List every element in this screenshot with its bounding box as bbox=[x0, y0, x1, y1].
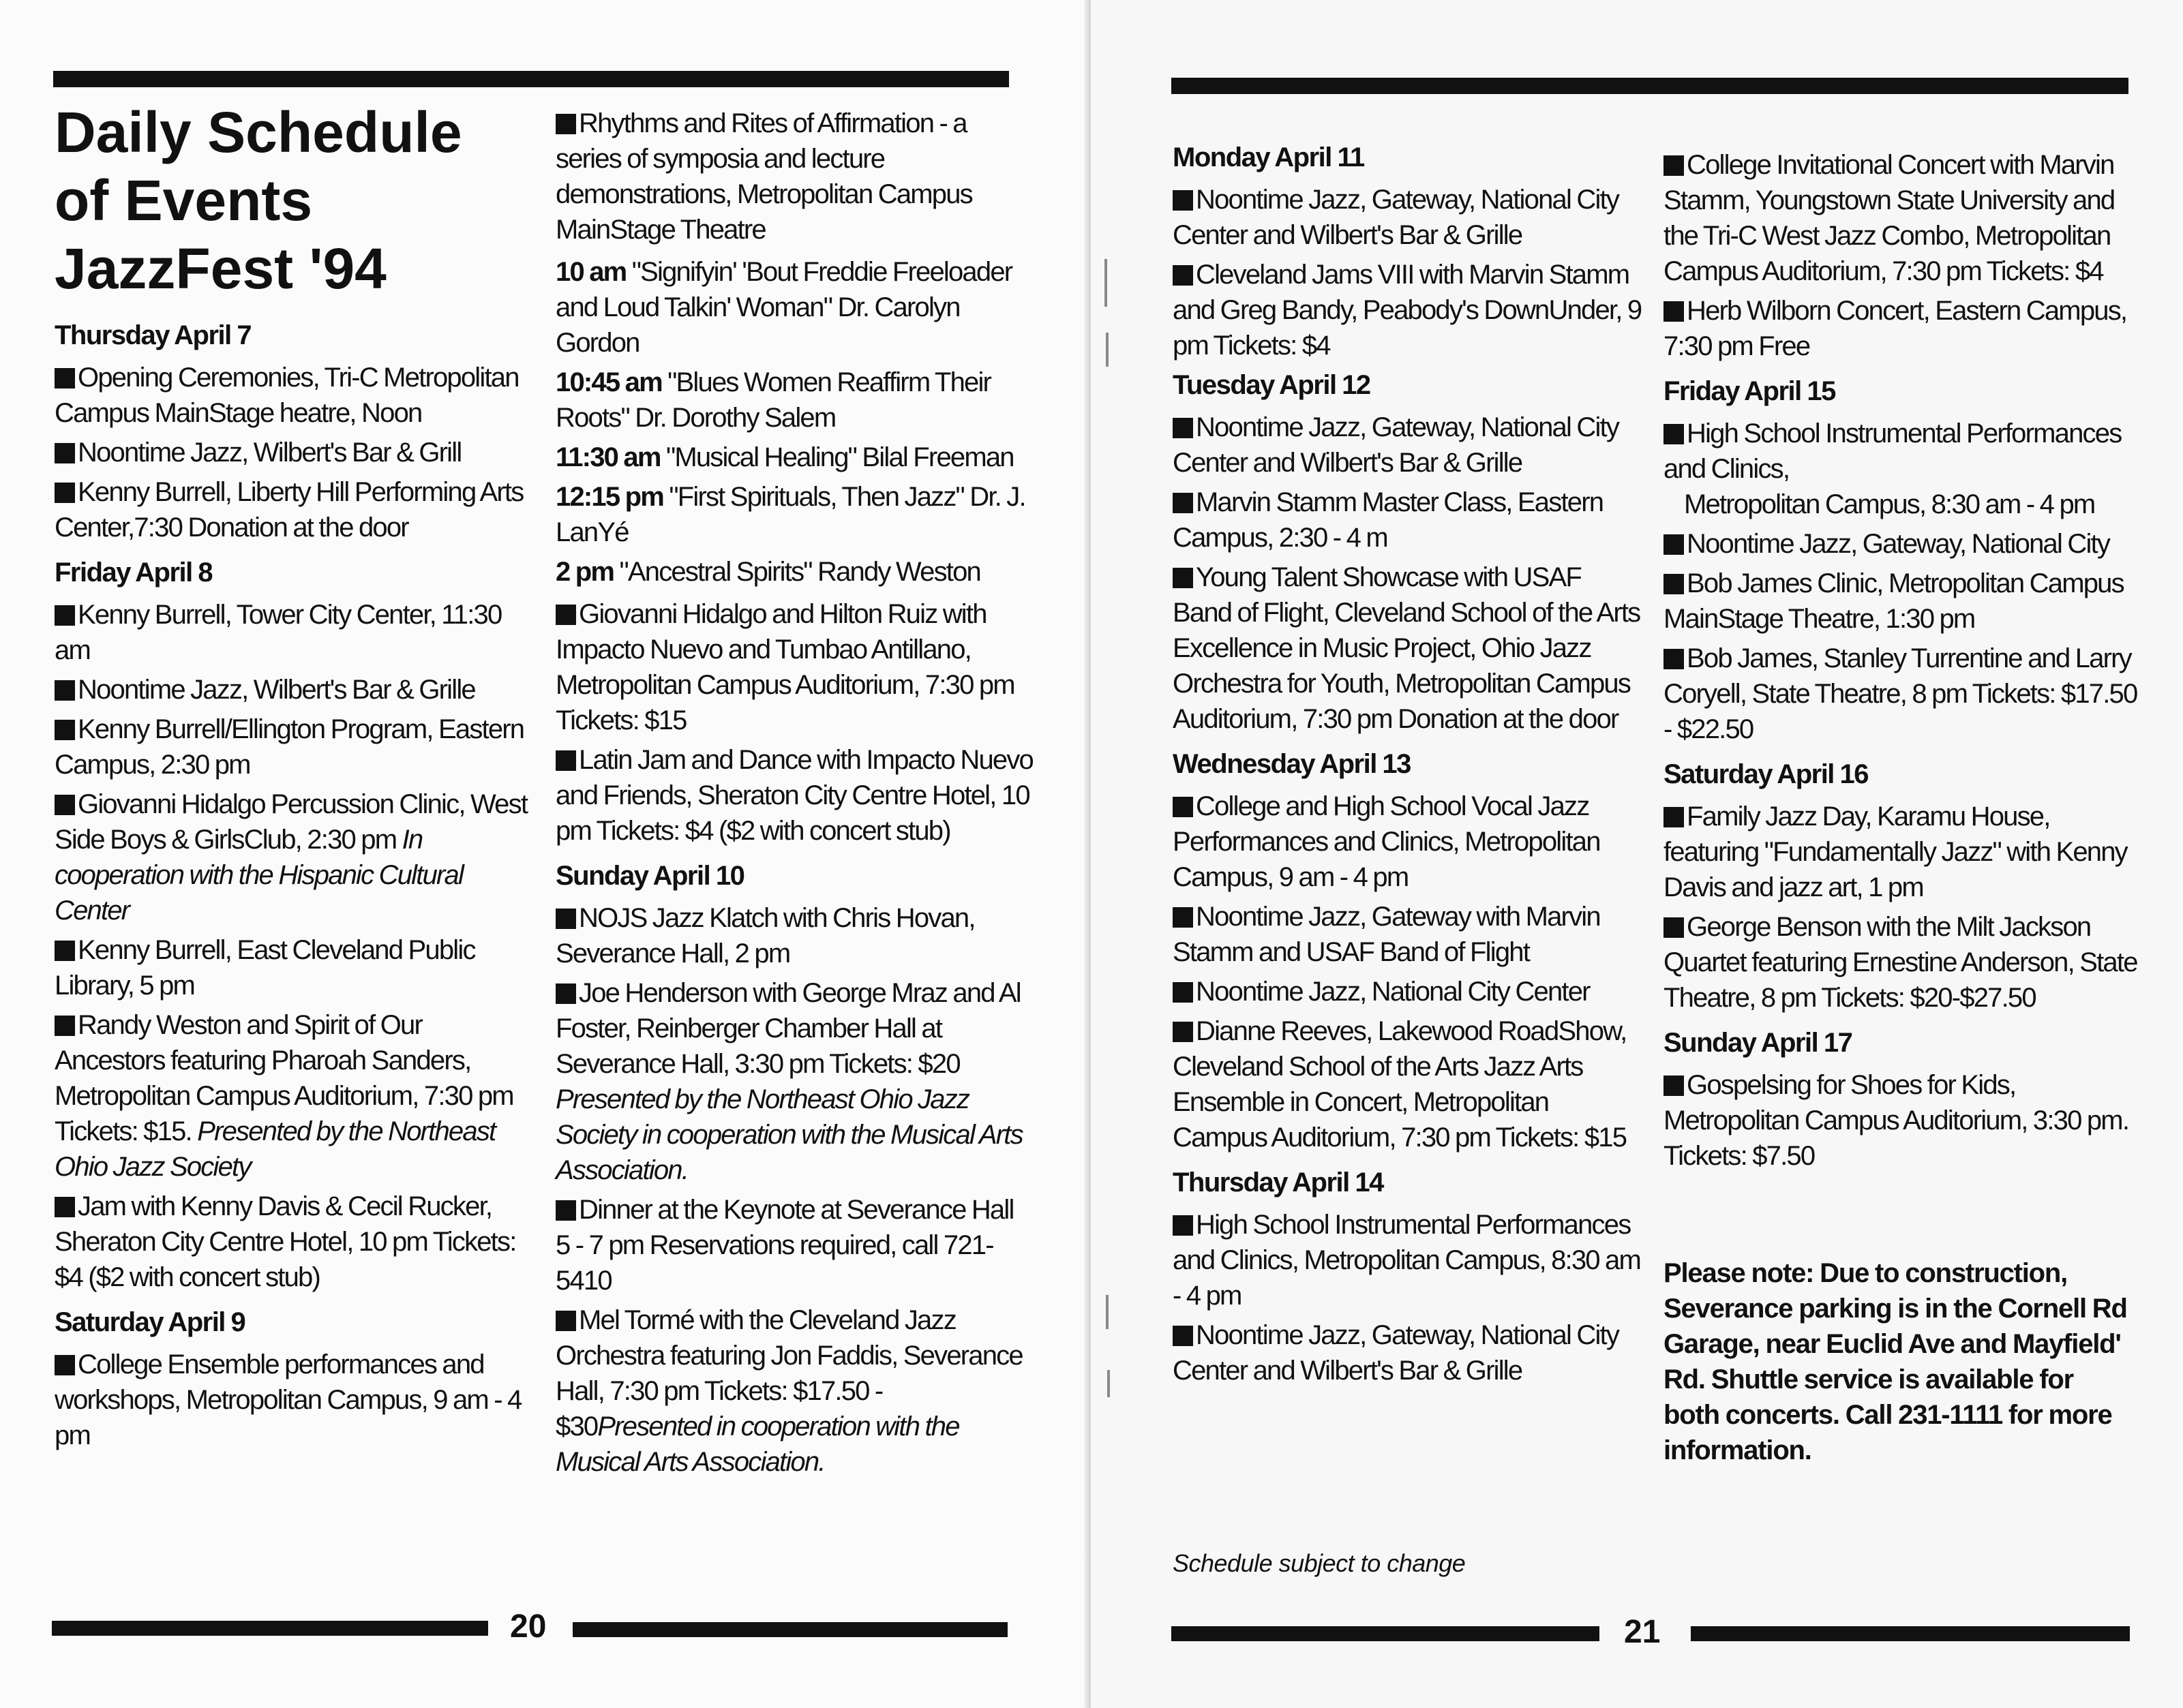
event-note: Presented by the Northeast Ohio Jazz Society in cooperation with the Musical Arts Association. bbox=[556, 1084, 1023, 1185]
square-bullet-icon bbox=[1173, 1215, 1193, 1236]
lecture-time: 10:45 am bbox=[556, 367, 662, 397]
square-bullet-icon bbox=[1173, 797, 1193, 817]
square-bullet-icon bbox=[1663, 649, 1684, 669]
square-bullet-icon bbox=[1663, 807, 1684, 827]
event-item: Joe Henderson with George Mraz and Al Foster, Reinberger Chamber Hall at Severance Hall, 3:30 pm Tickets: $20 Presented by the Northeast Ohio Jazz Society in cooperation with the Musical Arts Association. bbox=[556, 978, 1023, 1185]
event-item: Noontime Jazz, Wilbert's Bar & Grille bbox=[55, 672, 532, 707]
event-item: Mel Tormé with the Cleveland Jazz Orchestra featuring Jon Faddis, Severance Hall, 7:30 pm Tickets: $17.50 - $30Presented in cooperation with the Musical Arts Association. bbox=[556, 1305, 1023, 1477]
event-item: High School Instrumental Performances and Clinics, bbox=[1663, 418, 2122, 484]
event-item: Noontime Jazz, National City Center bbox=[1173, 974, 1643, 1009]
square-bullet-icon bbox=[1663, 574, 1684, 594]
left-footer-rule-b bbox=[573, 1622, 1008, 1637]
square-bullet-icon bbox=[55, 941, 75, 961]
lecture-item: 12:15 pm "First Spirituals, Then Jazz" Dr. J. LanYé bbox=[556, 482, 1025, 547]
left-top-rule bbox=[53, 71, 1009, 87]
square-bullet-icon bbox=[1663, 155, 1684, 176]
event-item: College Ensemble performances and workshops, Metropolitan Campus, 9 am - 4 pm bbox=[55, 1349, 522, 1450]
event-item: Bob James, Stanley Turrentine and Larry Coryell, State Theatre, 8 pm Tickets: $17.50 - $22.50 bbox=[1663, 643, 2137, 744]
day-heading-tuesday-april-12: Tuesday April 12 bbox=[1173, 370, 1370, 400]
event-item: Kenny Burrell, Liberty Hill Performing Arts Center,7:30 Donation at the door bbox=[55, 477, 524, 543]
binding-mark bbox=[1106, 1295, 1109, 1329]
title-line-3: JazzFest '94 bbox=[55, 237, 387, 301]
square-bullet-icon bbox=[556, 1200, 576, 1221]
right-column-1 bbox=[1173, 140, 1643, 1392]
square-bullet-icon bbox=[55, 605, 75, 626]
event-item: Noontime Jazz, Gateway, National City Center and Wilbert's Bar & Grille bbox=[1173, 1320, 1619, 1386]
square-bullet-icon bbox=[55, 368, 75, 388]
lecture-time: 11:30 am bbox=[556, 442, 661, 472]
left-footer-rule-a bbox=[52, 1621, 488, 1636]
square-bullet-icon bbox=[1663, 301, 1684, 322]
day-heading-monday-april-11: Monday April 11 bbox=[1173, 142, 1364, 172]
square-bullet-icon bbox=[1173, 568, 1193, 588]
right-column-2 bbox=[1663, 147, 2141, 1472]
square-bullet-icon bbox=[556, 983, 576, 1004]
event-item: Herb Wilborn Concert, Eastern Campus, 7:30 pm Free bbox=[1663, 296, 2127, 361]
square-bullet-icon bbox=[1663, 424, 1684, 444]
event-item: College Invitational Concert with Marvin Stamm, Youngstown State University and the Tri-C West Jazz Combo, Metropolitan Campus Auditorium, 7:30 pm Tickets: $4 bbox=[1663, 150, 2115, 286]
title-line-1: Daily Schedule bbox=[55, 100, 462, 164]
left-page bbox=[0, 0, 1091, 1708]
square-bullet-icon bbox=[1173, 190, 1193, 211]
page-title bbox=[55, 98, 532, 303]
event-item: NOJS Jazz Klatch with Chris Hovan, Severance Hall, 2 pm bbox=[556, 903, 975, 969]
event-item: Cleveland Jams VIII with Marvin Stamm and Greg Bandy, Peabody's DownUnder, 9 pm Tickets: $4 bbox=[1173, 260, 1642, 361]
left-column-1 bbox=[55, 98, 532, 1457]
event-item: Opening Ceremonies, Tri-C Metropolitan Campus MainStage heatre, Noon bbox=[55, 363, 519, 428]
lecture-item: 11:30 am "Musical Healing" Bilal Freeman bbox=[556, 442, 1014, 472]
event-item: Dinner at the Keynote at Severance Hall 5 - 7 pm Reservations required, call 721-5410 bbox=[556, 1195, 1014, 1296]
square-bullet-icon bbox=[55, 443, 75, 463]
right-footer-rule-a bbox=[1171, 1626, 1599, 1641]
square-bullet-icon bbox=[1173, 493, 1193, 513]
event-item: Randy Weston and Spirit of Our Ancestors featuring Pharoah Sanders, Metropolitan Campus Auditorium, 7:30 pm Tickets: $15. Presented by the Northeast Ohio Jazz Society bbox=[55, 1010, 513, 1182]
event-item: Jam with Kenny Davis & Cecil Rucker, Sheraton City Centre Hotel, 10 pm Tickets: $4 ($2 with concert stub) bbox=[55, 1191, 516, 1292]
schedule-disclaimer: Schedule subject to change bbox=[1173, 1549, 1466, 1577]
event-item: Latin Jam and Dance with Impacto Nuevo and Friends, Sheraton City Centre Hotel, 10 pm Tickets: $4 ($2 with concert stub) bbox=[556, 745, 1033, 846]
lecture-time: 10 am bbox=[556, 257, 627, 287]
event-item-continued: Metropolitan Campus, 8:30 am - 4 pm bbox=[1684, 489, 2095, 519]
day-heading-sunday-april-10: Sunday April 10 bbox=[556, 861, 744, 891]
lecture-time: 2 pm bbox=[556, 557, 614, 587]
left-column-2 bbox=[556, 106, 1033, 1484]
binding-mark bbox=[1107, 1370, 1110, 1397]
event-item: Kenny Burrell/Ellington Program, Eastern Campus, 2:30 pm bbox=[55, 714, 524, 780]
square-bullet-icon bbox=[556, 114, 576, 134]
event-item: Noontime Jazz, Wilbert's Bar & Grill bbox=[55, 435, 532, 470]
event-item: Marvin Stamm Master Class, Eastern Campus, 2:30 - 4 m bbox=[1173, 487, 1604, 553]
page-number-right: 21 bbox=[1624, 1614, 1661, 1650]
square-bullet-icon bbox=[55, 1016, 75, 1036]
square-bullet-icon bbox=[55, 1197, 75, 1217]
event-item: George Benson with the Milt Jackson Quartet featuring Ernestine Anderson, State Theatre, 8 pm Tickets: $20-$27.50 bbox=[1663, 912, 2137, 1013]
right-page bbox=[1091, 0, 2183, 1708]
square-bullet-icon bbox=[1173, 982, 1193, 1003]
square-bullet-icon bbox=[556, 909, 576, 929]
event-note: Presented by the Northeast Ohio Jazz Society bbox=[55, 1116, 496, 1182]
square-bullet-icon bbox=[556, 1311, 576, 1331]
event-item: Young Talent Showcase with USAF Band of Flight, Cleveland School of the Arts Excellence in Music Project, Ohio Jazz Orchestra for Youth, Metropolitan Campus Auditorium, 7:30 pm Donation at the door bbox=[1173, 562, 1640, 734]
lecture-item: 10:45 am "Blues Women Reaffirm Their Roots" Dr. Dorothy Salem bbox=[556, 367, 991, 433]
day-heading-thursday-april-14: Thursday April 14 bbox=[1173, 1168, 1383, 1198]
square-bullet-icon bbox=[55, 795, 75, 815]
event-item: Noontime Jazz, Gateway with Marvin Stamm and USAF Band of Flight bbox=[1173, 902, 1600, 967]
event-item: Bob James Clinic, Metropolitan Campus MainStage Theatre, 1:30 pm bbox=[1663, 568, 2124, 634]
square-bullet-icon bbox=[55, 720, 75, 740]
event-item: Rhythms and Rites of Affirmation - a series of symposia and lecture demonstrations, Metropolitan Campus MainStage Theatre bbox=[556, 108, 972, 245]
square-bullet-icon bbox=[1173, 418, 1193, 438]
lecture-time: 12:15 pm bbox=[556, 482, 664, 512]
day-heading-thursday-april-7: Thursday April 7 bbox=[55, 320, 252, 350]
day-heading-sunday-april-17: Sunday April 17 bbox=[1663, 1028, 1852, 1058]
event-item: High School Instrumental Performances and Clinics, Metropolitan Campus, 8:30 am - 4 pm bbox=[1173, 1210, 1641, 1311]
square-bullet-icon bbox=[556, 605, 576, 625]
event-item: Giovanni Hidalgo and Hilton Ruiz with Impacto Nuevo and Tumbao Antillano, Metropolitan Campus Auditorium, 7:30 pm Tickets: $15 bbox=[556, 599, 1014, 735]
event-item: Dianne Reeves, Lakewood RoadShow, Cleveland School of the Arts Jazz Arts Ensemble in Concert, Metropolitan Campus Auditorium, 7:30 pm Tickets: $15 bbox=[1173, 1016, 1627, 1153]
square-bullet-icon bbox=[1173, 907, 1193, 928]
event-item: Noontime Jazz, Gateway, National City Center and Wilbert's Bar & Grille bbox=[1173, 412, 1619, 478]
binding-mark bbox=[1106, 333, 1109, 367]
event-item: College and High School Vocal Jazz Performances and Clinics, Metropolitan Campus, 9 am - 4 pm bbox=[1173, 791, 1600, 892]
square-bullet-icon bbox=[1663, 1076, 1684, 1096]
parking-note: Please note: Due to construction, Severance parking is in the Cornell Rd Garage, near Euclid Ave and Mayfield' Rd. Shuttle service is available for both concerts. Call 231-1111 for more information. bbox=[1663, 1258, 2127, 1465]
square-bullet-icon bbox=[1173, 1326, 1193, 1346]
day-heading-wednesday-april-13: Wednesday April 13 bbox=[1173, 749, 1411, 779]
event-item: Gospelsing for Shoes for Kids, Metropolitan Campus Auditorium, 3:30 pm. Tickets: $7.50 bbox=[1663, 1070, 2129, 1171]
square-bullet-icon bbox=[556, 750, 576, 771]
event-note: Presented in cooperation with the Musical Arts Association. bbox=[556, 1412, 959, 1477]
right-footer-rule-b bbox=[1691, 1626, 2130, 1641]
day-heading-friday-april-15: Friday April 15 bbox=[1663, 376, 1835, 406]
lecture-item: 10 am "Signifyin' 'Bout Freddie Freeloader and Loud Talkin' Woman" Dr. Carolyn Gordon bbox=[556, 257, 1012, 358]
day-heading-friday-april-8: Friday April 8 bbox=[55, 558, 213, 588]
binding-mark bbox=[1104, 259, 1107, 307]
square-bullet-icon bbox=[55, 680, 75, 701]
right-top-rule bbox=[1171, 78, 2128, 94]
event-note: In cooperation with the Hispanic Cultural Center bbox=[55, 825, 464, 926]
lecture-item: 2 pm "Ancestral Spirits" Randy Weston bbox=[556, 557, 981, 587]
page-number-left: 20 bbox=[510, 1608, 547, 1645]
square-bullet-icon bbox=[1173, 1022, 1193, 1042]
event-item: Giovanni Hidalgo Percussion Clinic, West Side Boys & GirlsClub, 2:30 pm In cooperation with the Hispanic Cultural Center bbox=[55, 789, 528, 926]
square-bullet-icon bbox=[55, 1355, 75, 1375]
event-item: Kenny Burrell, East Cleveland Public Library, 5 pm bbox=[55, 935, 475, 1001]
day-heading-saturday-april-16: Saturday April 16 bbox=[1663, 759, 1869, 789]
square-bullet-icon bbox=[1173, 265, 1193, 286]
event-item: Noontime Jazz, Gateway, National City Center and Wilbert's Bar & Grille bbox=[1173, 185, 1619, 250]
title-line-2: of Events bbox=[55, 168, 313, 232]
event-item: Kenny Burrell, Tower City Center, 11:30 am bbox=[55, 600, 502, 665]
square-bullet-icon bbox=[55, 483, 75, 503]
square-bullet-icon bbox=[1663, 534, 1684, 555]
square-bullet-icon bbox=[1663, 917, 1684, 938]
day-heading-saturday-april-9: Saturday April 9 bbox=[55, 1307, 245, 1337]
event-item: Noontime Jazz, Gateway, National City bbox=[1663, 526, 2141, 562]
event-item: Family Jazz Day, Karamu House, featuring "Fundamentally Jazz" with Kenny Davis and jazz art, 1 pm bbox=[1663, 802, 2127, 902]
